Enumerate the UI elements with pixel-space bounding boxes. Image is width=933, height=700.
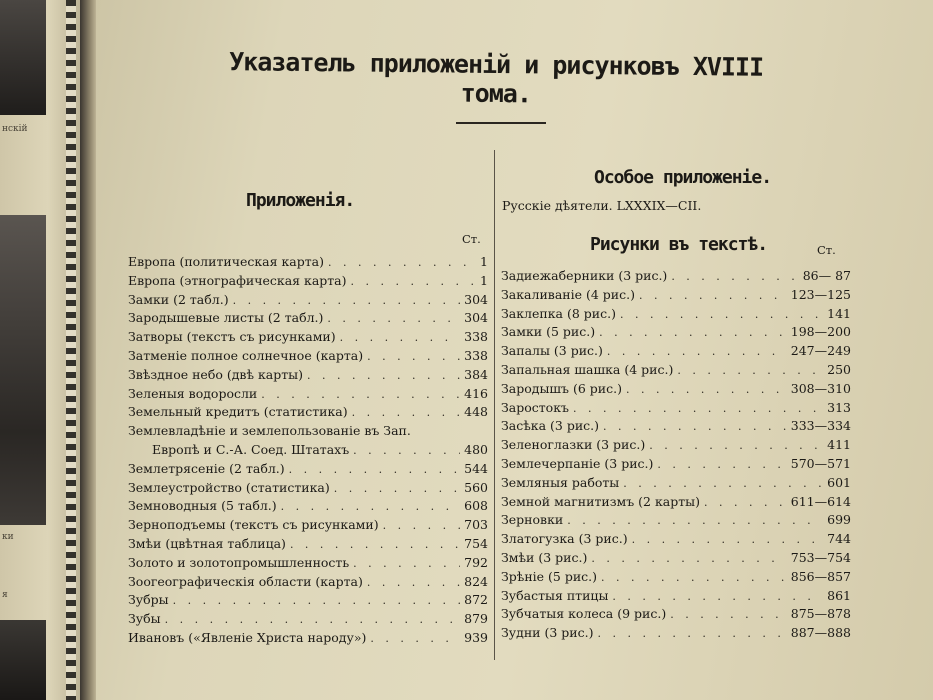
entry-page-number: 872	[464, 592, 488, 608]
entry-title: Запальная шашка (4 рис.)	[501, 361, 674, 377]
entry-page-number: 1	[480, 272, 488, 288]
index-entry	[128, 555, 488, 574]
figures-list	[501, 268, 851, 644]
dot-leader	[603, 420, 787, 433]
entry-title: Землеустройство (статистика)	[128, 479, 330, 495]
entry-title: Зоогеографическія области (карта)	[128, 573, 363, 589]
entry-title: Задиежаберники (3 рис.)	[501, 268, 668, 283]
dot-leader	[632, 533, 824, 546]
index-page	[96, 0, 933, 700]
page-title: Указатель приложеній и рисунковъ XVIII тома.	[229, 47, 764, 109]
dot-leader	[599, 326, 787, 339]
entry-page-number: 338	[464, 347, 488, 363]
entry-title: Запалы (3 рис.)	[501, 343, 603, 359]
index-entry	[501, 362, 851, 381]
entry-page-number: 250	[827, 361, 851, 377]
entry-title: Земноводныя (5 табл.)	[128, 498, 277, 514]
entry-title: Зубы	[128, 611, 161, 627]
dot-leader	[649, 439, 823, 452]
entry-page-number: 304	[464, 291, 488, 307]
entry-page-number: 308—310	[790, 380, 851, 396]
entry-page-number: 333—334	[790, 418, 851, 434]
entry-title: Зубры	[128, 592, 169, 608]
book-gutter	[80, 0, 96, 700]
dot-leader	[367, 576, 460, 589]
index-entry	[501, 287, 851, 306]
entry-page-number: 744	[827, 531, 851, 547]
index-entry	[128, 498, 488, 517]
dot-leader	[383, 519, 461, 532]
dot-leader	[623, 477, 823, 490]
facing-page	[0, 0, 80, 700]
entry-title: Зерновки	[501, 512, 564, 528]
page-column-label: Ст.	[817, 243, 836, 257]
entry-page-number: 480	[464, 441, 488, 457]
entry-title: Зеленоглазки (3 рис.)	[501, 437, 646, 453]
entry-page-number: 879	[464, 611, 488, 627]
entry-page-number: 313	[827, 399, 851, 415]
index-entry	[128, 386, 488, 405]
dot-leader	[567, 514, 823, 527]
appendices-heading: Приложенія.	[246, 190, 355, 211]
entry-page-number: 754	[464, 535, 488, 551]
entry-title: Зародышевые листы (2 табл.)	[128, 310, 324, 326]
index-entry	[501, 456, 851, 475]
index-entry	[128, 592, 488, 611]
dot-leader	[601, 571, 787, 584]
page-column-label: Ст.	[462, 232, 481, 246]
dot-leader	[677, 364, 823, 377]
portrait-photo	[0, 215, 46, 525]
entry-title: Зудни (3 рис.)	[501, 625, 594, 641]
index-entry	[128, 273, 488, 292]
dot-leader	[573, 402, 823, 415]
entry-title: Затворы (текстъ съ рисунками)	[128, 329, 336, 345]
index-entry	[501, 569, 851, 588]
index-entry	[128, 442, 488, 461]
entry-title: Зерноподъемы (текстъ съ рисунками)	[128, 517, 379, 533]
entry-title: Заростокъ	[501, 399, 569, 415]
dot-leader	[290, 538, 460, 551]
index-entry	[128, 423, 488, 442]
entry-page-number: 86— 87	[802, 268, 851, 283]
dot-leader	[340, 331, 461, 344]
dot-leader	[289, 463, 461, 476]
dot-leader	[165, 613, 461, 626]
dot-leader	[620, 308, 823, 321]
index-entry	[501, 606, 851, 625]
entry-page-number: 544	[464, 460, 488, 476]
dot-leader	[351, 275, 477, 288]
dot-leader	[328, 256, 476, 269]
dot-leader	[281, 500, 460, 513]
entry-title: Европа (политическая карта)	[128, 254, 324, 269]
entry-title: Зубастыя птицы	[501, 587, 609, 603]
column-divider	[494, 150, 495, 660]
portrait-photo	[0, 620, 46, 700]
entry-title: Змѣи (цвѣтная таблица)	[128, 535, 286, 551]
dot-leader	[327, 312, 460, 325]
entry-title: Заклепка (8 рис.)	[501, 305, 616, 321]
dot-leader	[670, 608, 787, 621]
index-entry	[128, 348, 488, 367]
index-entry	[501, 306, 851, 325]
dot-leader	[353, 444, 460, 457]
dot-leader	[607, 345, 787, 358]
entry-page-number: 699	[827, 512, 851, 528]
entry-page-number: 824	[464, 573, 488, 589]
entry-page-number: 304	[464, 310, 488, 326]
portrait-photo	[0, 0, 46, 115]
entry-page-number: 448	[464, 404, 488, 420]
entry-title: Змѣи (3 рис.)	[501, 549, 588, 565]
entry-title: Землевладѣніе и землепользованіе въ Зап.	[128, 423, 411, 439]
index-entry	[501, 588, 851, 607]
entry-page-number: 384	[464, 366, 488, 382]
dot-leader	[591, 552, 786, 565]
entry-page-number: 123—125	[790, 286, 851, 302]
entry-page-number: 792	[464, 554, 488, 570]
index-entry	[128, 310, 488, 329]
checkered-border	[66, 0, 76, 700]
index-entry	[128, 480, 488, 499]
entry-title: Златогузка (3 рис.)	[501, 531, 628, 547]
dot-leader	[261, 388, 460, 401]
entry-page-number: 1	[480, 254, 488, 269]
entry-page-number: 861	[827, 587, 851, 603]
dot-leader	[671, 270, 798, 283]
entry-title: Европа (этнографическая карта)	[128, 272, 347, 288]
index-entry	[501, 550, 851, 569]
facing-page-fragment: нскій	[2, 124, 28, 134]
entry-title: Зародышъ (6 рис.)	[501, 380, 622, 396]
dot-leader	[353, 557, 460, 570]
entry-title: Землетрясеніе (2 табл.)	[128, 460, 285, 476]
index-entry	[501, 400, 851, 419]
dot-leader	[639, 289, 787, 302]
index-entry	[501, 324, 851, 343]
special-appendix-heading: Особое приложеніе.	[594, 167, 772, 188]
index-entry	[128, 574, 488, 593]
figures-heading: Рисунки въ текстѣ.	[590, 234, 768, 255]
entry-title: Зеленыя водоросли	[128, 385, 258, 401]
index-entry	[128, 367, 488, 386]
index-entry	[128, 461, 488, 480]
entry-title: Замки (5 рис.)	[501, 324, 596, 340]
entry-title: Земляныя работы	[501, 474, 620, 490]
entry-page-number: 560	[464, 479, 488, 495]
entry-page-number: 601	[827, 474, 851, 490]
entry-page-number: 608	[464, 498, 488, 514]
dot-leader	[704, 496, 787, 509]
index-entry	[501, 475, 851, 494]
entry-title: Закаливаніе (4 рис.)	[501, 286, 635, 302]
entry-title: Земельный кредитъ (статистика)	[128, 404, 348, 420]
index-entry	[501, 268, 851, 287]
index-entry	[501, 512, 851, 531]
entry-title: Землечерпаніе (3 рис.)	[501, 455, 654, 471]
entry-title: Ивановъ («Явленіе Христа народу»)	[128, 629, 367, 645]
entry-page-number: 856—857	[790, 568, 851, 584]
appendices-list	[128, 254, 488, 649]
entry-title: Замки (2 табл.)	[128, 291, 229, 307]
entry-page-number: 611—614	[790, 493, 851, 509]
entry-title: Засѣка (3 рис.)	[501, 418, 600, 434]
entry-title: Зрѣніе (5 рис.)	[501, 568, 598, 584]
facing-page-fragment: я	[2, 590, 8, 600]
dot-leader	[657, 458, 786, 471]
entry-title: Земной магнитизмъ (2 карты)	[501, 493, 700, 509]
entry-page-number: 570—571	[790, 455, 851, 471]
entry-page-number: 338	[464, 329, 488, 345]
index-entry	[501, 343, 851, 362]
dot-leader	[626, 383, 787, 396]
index-entry	[501, 418, 851, 437]
dot-leader	[334, 482, 460, 495]
entry-page-number: 416	[464, 385, 488, 401]
entry-title: Золото и золотопромышленность	[128, 554, 350, 570]
entry-page-number: 247—249	[790, 343, 851, 359]
entry-page-number: 141	[827, 305, 851, 321]
entry-page-number: 703	[464, 517, 488, 533]
special-appendix-text: Русскіе дѣятели. LXXXIX—CII.	[502, 198, 702, 213]
index-entry	[128, 536, 488, 555]
index-entry	[128, 517, 488, 536]
dot-leader	[352, 406, 461, 419]
index-entry	[501, 494, 851, 513]
entry-title: Звѣздное небо (двѣ карты)	[128, 366, 303, 382]
index-entry	[128, 329, 488, 348]
index-entry	[128, 630, 488, 649]
dot-leader	[233, 294, 461, 307]
entry-page-number: 753—754	[790, 549, 851, 565]
index-entry	[128, 254, 488, 273]
title-rule	[456, 122, 546, 124]
index-entry	[128, 404, 488, 423]
entry-page-number: 411	[827, 437, 851, 453]
index-entry	[501, 437, 851, 456]
entry-page-number: 875—878	[790, 606, 851, 622]
index-entry	[128, 611, 488, 630]
dot-leader	[173, 594, 461, 607]
dot-leader	[597, 627, 786, 640]
index-entry	[501, 625, 851, 644]
index-entry	[501, 531, 851, 550]
entry-page-number: 198—200	[790, 324, 851, 340]
entry-page-number: 939	[464, 629, 488, 645]
dot-leader	[612, 590, 823, 603]
facing-page-fragment: ки	[2, 532, 14, 542]
entry-title: Зубчатыя колеса (9 рис.)	[501, 606, 667, 622]
entry-title: Европѣ и С.-А. Соед. Штатахъ	[152, 441, 350, 457]
dot-leader	[370, 632, 460, 645]
dot-leader	[367, 350, 460, 363]
entry-title: Затменіе полное солнечное (карта)	[128, 347, 364, 363]
index-entry	[501, 381, 851, 400]
index-entry	[128, 292, 488, 311]
dot-leader	[307, 369, 460, 382]
entry-page-number: 887—888	[790, 625, 851, 641]
